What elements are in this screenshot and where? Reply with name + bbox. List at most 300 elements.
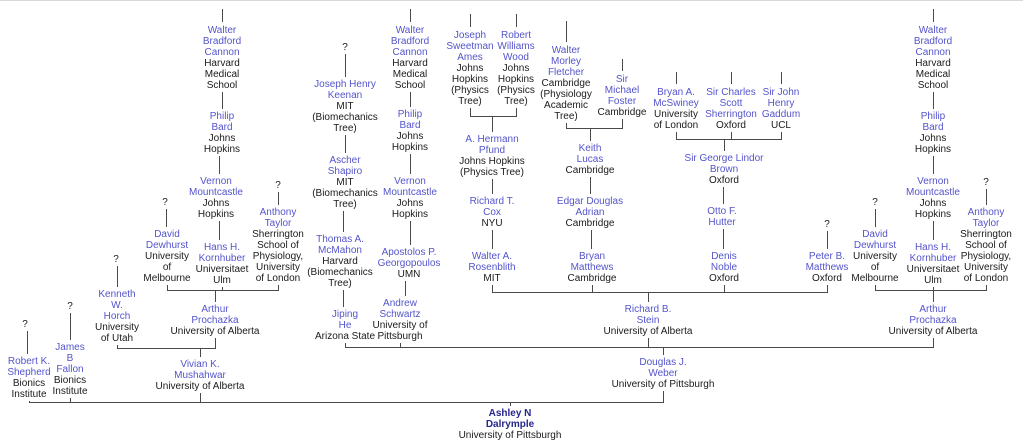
person-name-line[interactable]: Vivian K. [180,359,220,370]
person-node-noble[interactable] [664,251,784,284]
person-name-line[interactable]: Weber [648,368,678,379]
person-node-taylor_r[interactable] [926,207,1023,284]
person-name-line[interactable]: Hans H. [203,242,241,253]
person-name-line[interactable]: David [154,229,180,240]
person-name-line[interactable]: Philip [397,109,423,120]
affiliation-line: Physiology, [960,251,1012,262]
affiliation-line: Johns [502,63,530,74]
bracket-bar [167,290,279,291]
person-name-line[interactable]: Ames [457,52,483,63]
bracket-parent-stub [470,108,471,116]
person-name-line[interactable]: Kornhuber [909,253,957,264]
bracket-bar [566,128,623,129]
affiliation-line: School [206,80,238,91]
affiliation-line: Sherrington [252,229,304,240]
affiliation-line: Oxford [708,175,739,186]
person-name-line[interactable]: Prochazka [909,315,957,326]
affiliation-line: Melbourne [851,273,899,284]
affiliation-line: Medical [392,69,428,80]
affiliation-line: Hopkins [914,209,952,220]
affiliation-line: Institute [11,389,47,400]
affiliation-line: University [145,251,189,262]
person-name-line[interactable]: Douglas J. [639,357,687,368]
bracket-bar [676,139,782,140]
bracket-parent-stub [731,132,732,139]
affiliation-line: Hopkins [203,144,241,155]
person-node-cannon_l[interactable] [162,25,282,91]
person-name-line[interactable]: Noble [710,262,738,273]
affiliation-line: of Utah [100,333,134,344]
person-node-mushahwar[interactable] [140,359,260,392]
affiliation-line: University of Alberta [170,326,260,337]
person-name-line[interactable]: McSwiney [653,98,699,109]
person-name-line[interactable]: Richard B. [624,304,672,315]
affiliation-line: Cambridge [565,218,615,229]
affiliation-line: Harvard [322,256,358,267]
affiliation-line: Johns [396,198,424,209]
affiliation-line: Physiology, [252,251,304,262]
person-name-line[interactable]: Walter A. [471,251,513,262]
ancestor-stub [566,21,567,42]
affiliation-line: of London [963,273,1009,284]
affiliation-line: Tree) [328,278,352,289]
ancestor-stub [676,72,677,84]
affiliation-line: Arizona State [314,331,376,342]
person-name-line[interactable]: Matthews [805,262,849,273]
affiliation-line: (Biomechanics [312,188,378,199]
person-name-line[interactable]: Wood [503,52,529,63]
affiliation-line: Johns [919,198,947,209]
person-name-line[interactable]: Bradford [913,36,953,47]
affiliation-line: University [964,262,1008,273]
person-node-q_fallon [10,301,130,312]
person-node-schwartz[interactable] [340,298,460,342]
unknown-parent-label: ? [113,254,119,265]
person-node-brown[interactable] [664,153,784,186]
person-name-line[interactable]: Morley [550,56,581,67]
affiliation-line: Johns Hopkins [459,156,525,167]
affiliation-line: of London [255,273,301,284]
person-name-line[interactable]: Rosenblith [468,262,516,273]
person-node-matthews_b[interactable] [532,251,652,284]
advisor-connector [278,192,279,205]
affiliation-line: Medical [915,69,951,80]
unknown-parent-label: ? [342,42,348,53]
affiliation-line: University of Pittsburgh [611,379,715,390]
advisor-connector [345,135,346,153]
person-name-line[interactable]: Bradford [202,36,242,47]
advisor-connector [723,229,724,249]
person-name-line[interactable]: Scott [719,98,743,109]
person-name-line[interactable]: Shepherd [7,367,51,378]
person-name-line[interactable]: Horch [103,311,131,322]
affiliation-line: Cambridge [597,107,647,118]
advisor-connector [410,92,411,107]
affiliation-line: Oxford [811,273,842,284]
bracket-parent-stub [781,132,782,139]
bracket-child-stub [492,116,493,132]
affiliation-line: School of [257,240,299,251]
affiliation-line: of [870,262,880,273]
person-name-line[interactable]: Cannon [915,47,951,58]
affiliation-line: of [162,262,172,273]
affiliation-line: Institute [52,386,88,397]
bracket-parent-stub [663,391,664,402]
affiliation-line: Hopkins [497,74,535,85]
advisor-connector [933,221,934,240]
person-name-line[interactable]: Michael [604,85,640,96]
affiliation-line: Hopkins [391,142,429,153]
person-name-line[interactable]: Jiping [331,309,359,320]
person-name-line[interactable]: W. [111,300,123,311]
person-node-gaddum[interactable] [721,87,841,131]
advisor-connector [933,92,934,109]
person-name-line[interactable]: Taylor [972,218,1000,229]
person-name-line[interactable]: Cannon [392,47,428,58]
person-name-line[interactable]: Gaddum [761,109,801,120]
affiliation-line: (Biomechanics [312,112,378,123]
affiliation-line: University [654,109,698,120]
person-name-line[interactable]: Mountcastle [189,187,243,198]
person-name-line[interactable]: He [338,320,352,331]
advisor-connector [410,221,411,245]
person-name-line[interactable]: Richard T. [469,196,515,207]
person-name-line[interactable]: Williams [497,41,535,52]
bracket-parent-stub [215,338,216,348]
unknown-parent-label: ? [67,301,73,312]
bracket-parent-stub [933,338,934,347]
person-name-line[interactable]: Cox [483,207,501,218]
affiliation-line: Bionics [12,378,46,389]
person-name-line[interactable]: Sweetman [446,41,494,52]
person-name-line[interactable]: Thomas A. [316,234,364,245]
advisor-connector [343,290,344,307]
person-name-line[interactable]: Foster [607,96,637,107]
person-node-q_taylor_r [926,177,1023,188]
person-name-line[interactable]: Anthony [259,207,297,218]
advisor-connector [933,156,934,174]
unknown-parent-label: ? [872,197,878,208]
person-name-line[interactable]: Dewhurst [145,240,189,251]
affiliation-line: Cambridge [567,273,617,284]
person-name-line[interactable]: Brown [709,164,739,175]
ancestor-stub [410,9,411,22]
person-name-line[interactable]: Dewhurst [853,240,897,251]
affiliation-line: Johns [208,133,236,144]
affiliation-line: Medical [204,69,240,80]
affiliation-line: School of [965,240,1007,251]
person-name-line[interactable]: Robert [500,30,531,41]
person-node-prochazka_r[interactable] [873,304,993,337]
bracket-parent-stub [200,393,201,402]
person-node-weber[interactable] [603,357,723,390]
affiliation-line: NYU [481,218,503,229]
affiliation-line: (Biomechanics [307,267,373,278]
advisor-connector [591,230,592,249]
person-name-line[interactable]: A. Hermann [465,134,519,145]
bracket-child-stub [648,292,649,302]
affiliation-line: School [394,80,426,91]
affiliation-line: MIT [483,273,501,284]
advisor-connector [723,187,724,204]
person-node-dalrymple[interactable] [450,408,570,441]
bracket-bar [117,348,216,349]
unknown-parent-label: ? [162,197,168,208]
person-name-line[interactable]: Mushahwar [174,370,226,381]
bracket-parent-stub [622,119,623,128]
person-name-line[interactable]: Sir [615,74,629,85]
advisor-connector [219,156,220,174]
affiliation-line: University [256,262,300,273]
bracket-bar [875,290,987,291]
person-node-q_horch [56,254,176,265]
bracket-parent-stub [516,108,517,116]
person-name-line[interactable]: Sir George Lindor [684,153,764,164]
advisor-connector [590,177,591,194]
person-name-line[interactable]: Cannon [204,47,240,58]
affiliation-line: (Physics [451,85,489,96]
advisor-connector [70,313,71,340]
affiliation-line: Universitaet [195,264,249,275]
person-name-line[interactable]: Denis [711,251,737,262]
person-name-line[interactable]: Hutter [708,217,736,228]
person-name-line[interactable]: Bradford [390,36,430,47]
person-node-q_dewhurst_r [815,197,935,208]
advisor-connector [166,209,167,227]
person-name-line[interactable]: James [55,342,85,353]
affiliation-line: Hopkins [391,209,429,220]
person-node-lucas[interactable] [530,143,650,176]
affiliation-line: Harvard [392,58,428,69]
affiliation-line: Harvard [915,58,951,69]
person-name-line[interactable]: Bryan A. [657,87,695,98]
affiliation-line: of London [653,120,699,131]
bracket-parent-stub [724,285,725,292]
affiliation-line: Melbourne [143,273,191,284]
person-name-line[interactable]: B [66,353,74,364]
person-name-line[interactable]: Bard [922,122,944,133]
unknown-parent-label: ? [983,177,989,188]
ancestor-stub [731,72,732,84]
affiliation-line: MIT [336,177,354,188]
person-name-line[interactable]: Bard [211,122,233,133]
affiliation-line: Bionics [53,375,87,386]
person-name-line[interactable]: Edgar Douglas [556,196,624,207]
affiliation-line: Johns [396,131,424,142]
affiliation-line: Johns [456,63,484,74]
affiliation-line: Oxford [715,120,746,131]
affiliation-line: Tree) [333,199,357,210]
person-node-bard_r[interactable] [873,111,993,155]
bracket-child-stub [215,290,216,302]
advisor-connector [117,266,118,287]
advisor-connector [345,54,346,77]
affiliation-line: University of Alberta [888,326,978,337]
person-name-line[interactable]: Lucas [576,154,604,165]
affiliation-line: University [853,251,897,262]
unknown-parent-label: ? [22,319,28,330]
ancestor-stub [470,14,471,27]
person-name-line[interactable]: Vernon [917,176,949,187]
person-name-line[interactable]: Dalrymple [485,419,535,430]
person-name-line[interactable]: Vernon [394,176,426,187]
person-name-line[interactable]: Apostolos P. [381,247,437,258]
ancestor-stub [781,72,782,84]
person-node-q_dewhurst_l [105,197,225,208]
person-name-line[interactable]: Sherrington [705,109,757,120]
bracket-child-stub [200,348,201,357]
affiliation-line: Hopkins [914,144,952,155]
person-name-line[interactable]: Bard [399,120,421,131]
advisor-connector [827,231,828,249]
bracket-child-stub [663,347,664,355]
bracket-parent-stub [592,285,593,292]
affiliation-line: Tree) [504,96,528,107]
affiliation-line: Tree) [333,123,357,134]
person-node-fallon[interactable] [10,342,130,397]
person-node-bard_l[interactable] [162,111,282,155]
bracket-child-stub [590,128,591,141]
affiliation-line: (Physics Tree) [460,167,524,178]
person-name-line[interactable]: Philip [209,111,235,122]
person-name-line[interactable]: Andrew [383,298,417,309]
advisor-connector [492,230,493,249]
bracket-child-stub [724,139,725,151]
advisor-connector [986,189,987,205]
person-name-line[interactable]: Anthony [967,207,1005,218]
person-name-line[interactable]: Adrian [575,207,605,218]
person-name-line[interactable]: Walter [918,25,948,36]
person-name-line[interactable]: Sir John [762,87,800,98]
person-node-hutter[interactable] [662,206,782,228]
person-name-line[interactable]: Sir Charles [706,87,756,98]
person-name-line[interactable]: Vernon [200,176,232,187]
person-name-line[interactable]: Mountcastle [906,187,960,198]
person-name-line[interactable]: Bryan [578,251,606,262]
bracket-bar [29,402,664,403]
bracket-bar [470,116,517,117]
advisor-connector [27,331,28,354]
person-name-line[interactable]: Arthur [919,304,947,315]
person-name-line[interactable]: Joseph Henry [314,79,376,90]
affiliation-line: Pittsburgh [377,331,423,342]
person-name-line[interactable]: Walter [395,25,425,36]
bracket-bar [492,292,828,293]
affiliation-line: University [95,322,139,333]
bracket-child-stub [933,290,934,302]
person-name-line[interactable]: Georgopoulos [377,258,441,269]
person-name-line[interactable]: Matthews [570,262,614,273]
affiliation-line: Johns [202,198,230,209]
person-name-line[interactable]: Walter [207,25,237,36]
person-name-line[interactable]: Stein [636,315,660,326]
person-name-line[interactable]: Kenneth [98,289,136,300]
person-name-line[interactable]: Taylor [264,218,292,229]
affiliation-line: Sherrington [960,229,1012,240]
affiliation-line: Academic [544,100,588,111]
person-name-line[interactable]: Pfund [478,145,506,156]
person-node-horch[interactable] [57,289,177,344]
person-name-line[interactable]: Kornhuber [198,253,246,264]
affiliation-line: School [917,80,949,91]
affiliation-line: (Physiology [540,89,592,100]
person-name-line[interactable]: Philip [920,111,946,122]
person-name-line[interactable]: Peter B. [808,251,846,262]
person-name-line[interactable]: Henry [767,98,795,109]
person-name-line[interactable]: Walter [551,45,581,56]
ancestor-stub [933,9,934,22]
person-name-line[interactable]: Fletcher [547,67,585,78]
person-name-line[interactable]: Robert K. [7,356,51,367]
person-name-line[interactable]: Fallon [56,364,84,375]
advisor-connector [219,221,220,240]
affiliation-line: Cambridge [541,78,591,89]
affiliation-line: Johns [919,133,947,144]
person-name-line[interactable]: David [862,229,888,240]
affiliation-line: Hopkins [451,74,489,85]
affiliation-line: Ulm [213,275,231,286]
person-name-line[interactable]: Keenan [327,90,363,101]
ancestor-stub [516,14,517,27]
advisor-connector [410,154,411,174]
unknown-parent-label: ? [824,219,830,230]
person-name-line[interactable]: Prochazka [191,315,239,326]
affiliation-line: Harvard [204,58,240,69]
affiliation-line: Hopkins [197,209,235,220]
bracket-parent-stub [676,132,677,139]
affiliation-line: Universitaet [906,264,960,275]
bracket-parent-stub [827,285,828,292]
person-node-adrian[interactable] [530,196,650,229]
affiliation-line: Tree) [554,111,578,122]
ancestor-stub [622,59,623,71]
affiliation-line: University of Alberta [155,381,245,392]
person-name-line[interactable]: McMahon [318,245,362,256]
person-node-q_shepherd [0,319,85,330]
bracket-bar [345,347,934,348]
person-name-line[interactable]: Keith [578,143,602,154]
advisor-connector [405,281,406,296]
person-name-line[interactable]: Schwartz [379,309,421,320]
bracket-parent-stub [648,338,649,347]
affiliation-line: UCL [770,120,791,131]
person-name-line[interactable]: Ashley N [488,408,532,419]
affiliation-line: Ulm [924,275,942,286]
affiliation-line: University of Pittsburgh [458,430,562,441]
affiliation-line: (Physics [497,85,535,96]
person-node-stein[interactable] [588,304,708,337]
person-name-line[interactable]: Arthur [201,304,229,315]
affiliation-line: MIT [336,101,354,112]
affiliation-line: University of [372,320,428,331]
affiliation-line: Oxford [708,273,739,284]
person-node-cannon_r[interactable] [873,25,993,91]
unknown-parent-label: ? [275,180,281,191]
person-name-line[interactable]: Shapiro [327,166,363,177]
ancestor-stub [222,9,223,22]
affiliation-line: University of Alberta [603,326,693,337]
advisor-connector [222,92,223,109]
bracket-parent-stub [492,285,493,292]
person-name-line[interactable]: Hans H. [914,242,952,253]
person-name-line[interactable]: Mountcastle [383,187,437,198]
person-name-line[interactable]: Joseph [453,30,487,41]
advisor-connector [875,209,876,227]
affiliation-line: Tree) [458,96,482,107]
person-name-line[interactable]: Otto F. [707,206,737,217]
person-name-line[interactable]: Ascher [329,155,361,166]
affiliation-line: Cambridge [565,165,615,176]
